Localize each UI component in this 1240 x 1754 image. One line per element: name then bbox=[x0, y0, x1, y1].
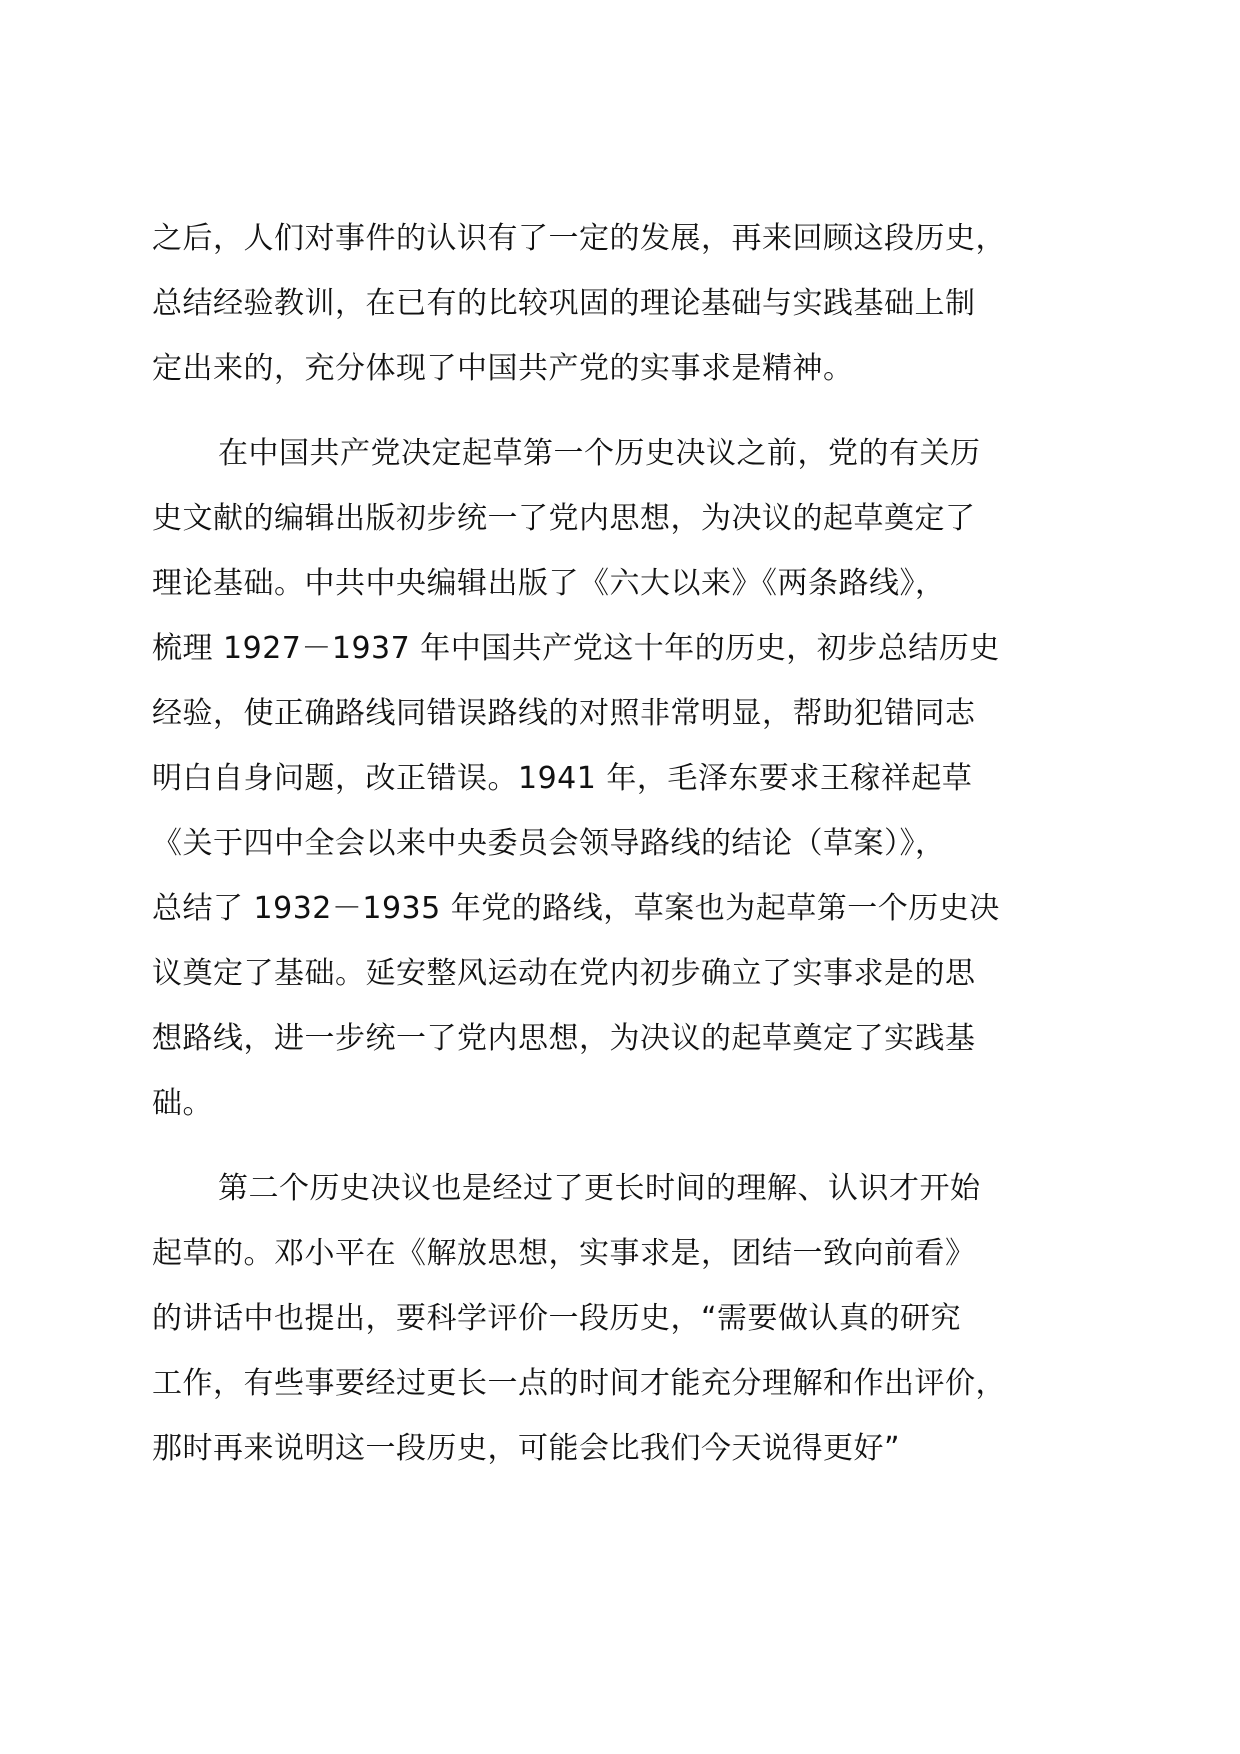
paragraph-3 bbox=[152, 1156, 1102, 1481]
text-line: 明白自身问题，改正错误。1941 年，毛泽东要求王稼祥起草 bbox=[152, 761, 973, 796]
text-line: 的讲话中也提出，要科学评价一段历史，“需要做认真的研究 bbox=[152, 1301, 962, 1336]
text-line: 之后，人们对事件的认识有了一定的发展，再来回顾这段历史， bbox=[152, 221, 1006, 256]
text-line-indented: 第二个历史决议也是经过了更长时间的理解、认识才开始 bbox=[218, 1171, 981, 1206]
text-line: 经验，使正确路线同错误路线的对照非常明显，帮助犯错同志 bbox=[152, 696, 976, 731]
text-line: 议奠定了基础。延安整风运动在党内初步确立了实事求是的思 bbox=[152, 956, 976, 991]
document-body bbox=[152, 206, 1102, 1501]
text-line: 那时再来说明这一段历史，可能会比我们今天说得更好” bbox=[152, 1431, 901, 1466]
text-line: 总结了 1932－1935 年党的路线，草案也为起草第一个历史决 bbox=[152, 891, 1000, 926]
text-line: 梳理 1927－1937 年中国共产党这十年的历史，初步总结历史 bbox=[152, 631, 1000, 666]
paragraph-2 bbox=[152, 421, 1102, 1136]
paragraph-1 bbox=[152, 206, 1102, 401]
text-line: 史文献的编辑出版初步统一了党内思想，为决议的起草奠定了 bbox=[152, 501, 976, 536]
text-line: 理论基础。中共中央编辑出版了《六大以来》《两条路线》， bbox=[152, 566, 946, 601]
text-line: 础。 bbox=[152, 1086, 213, 1121]
text-line: 想路线，进一步统一了党内思想，为决议的起草奠定了实践基 bbox=[152, 1021, 976, 1056]
text-line: 总结经验教训，在已有的比较巩固的理论基础与实践基础上制 bbox=[152, 286, 976, 321]
text-line: 工作，有些事要经过更长一点的时间才能充分理解和作出评价， bbox=[152, 1366, 1006, 1401]
text-line: 《关于四中全会以来中央委员会领导路线的结论（草案）》， bbox=[152, 826, 946, 861]
text-line-indented: 在中国共产党决定起草第一个历史决议之前，党的有关历 bbox=[218, 436, 981, 471]
text-line: 定出来的，充分体现了中国共产党的实事求是精神。 bbox=[152, 351, 854, 386]
text-line: 起草的。邓小平在《解放思想，实事求是，团结一致向前看》 bbox=[152, 1236, 976, 1271]
